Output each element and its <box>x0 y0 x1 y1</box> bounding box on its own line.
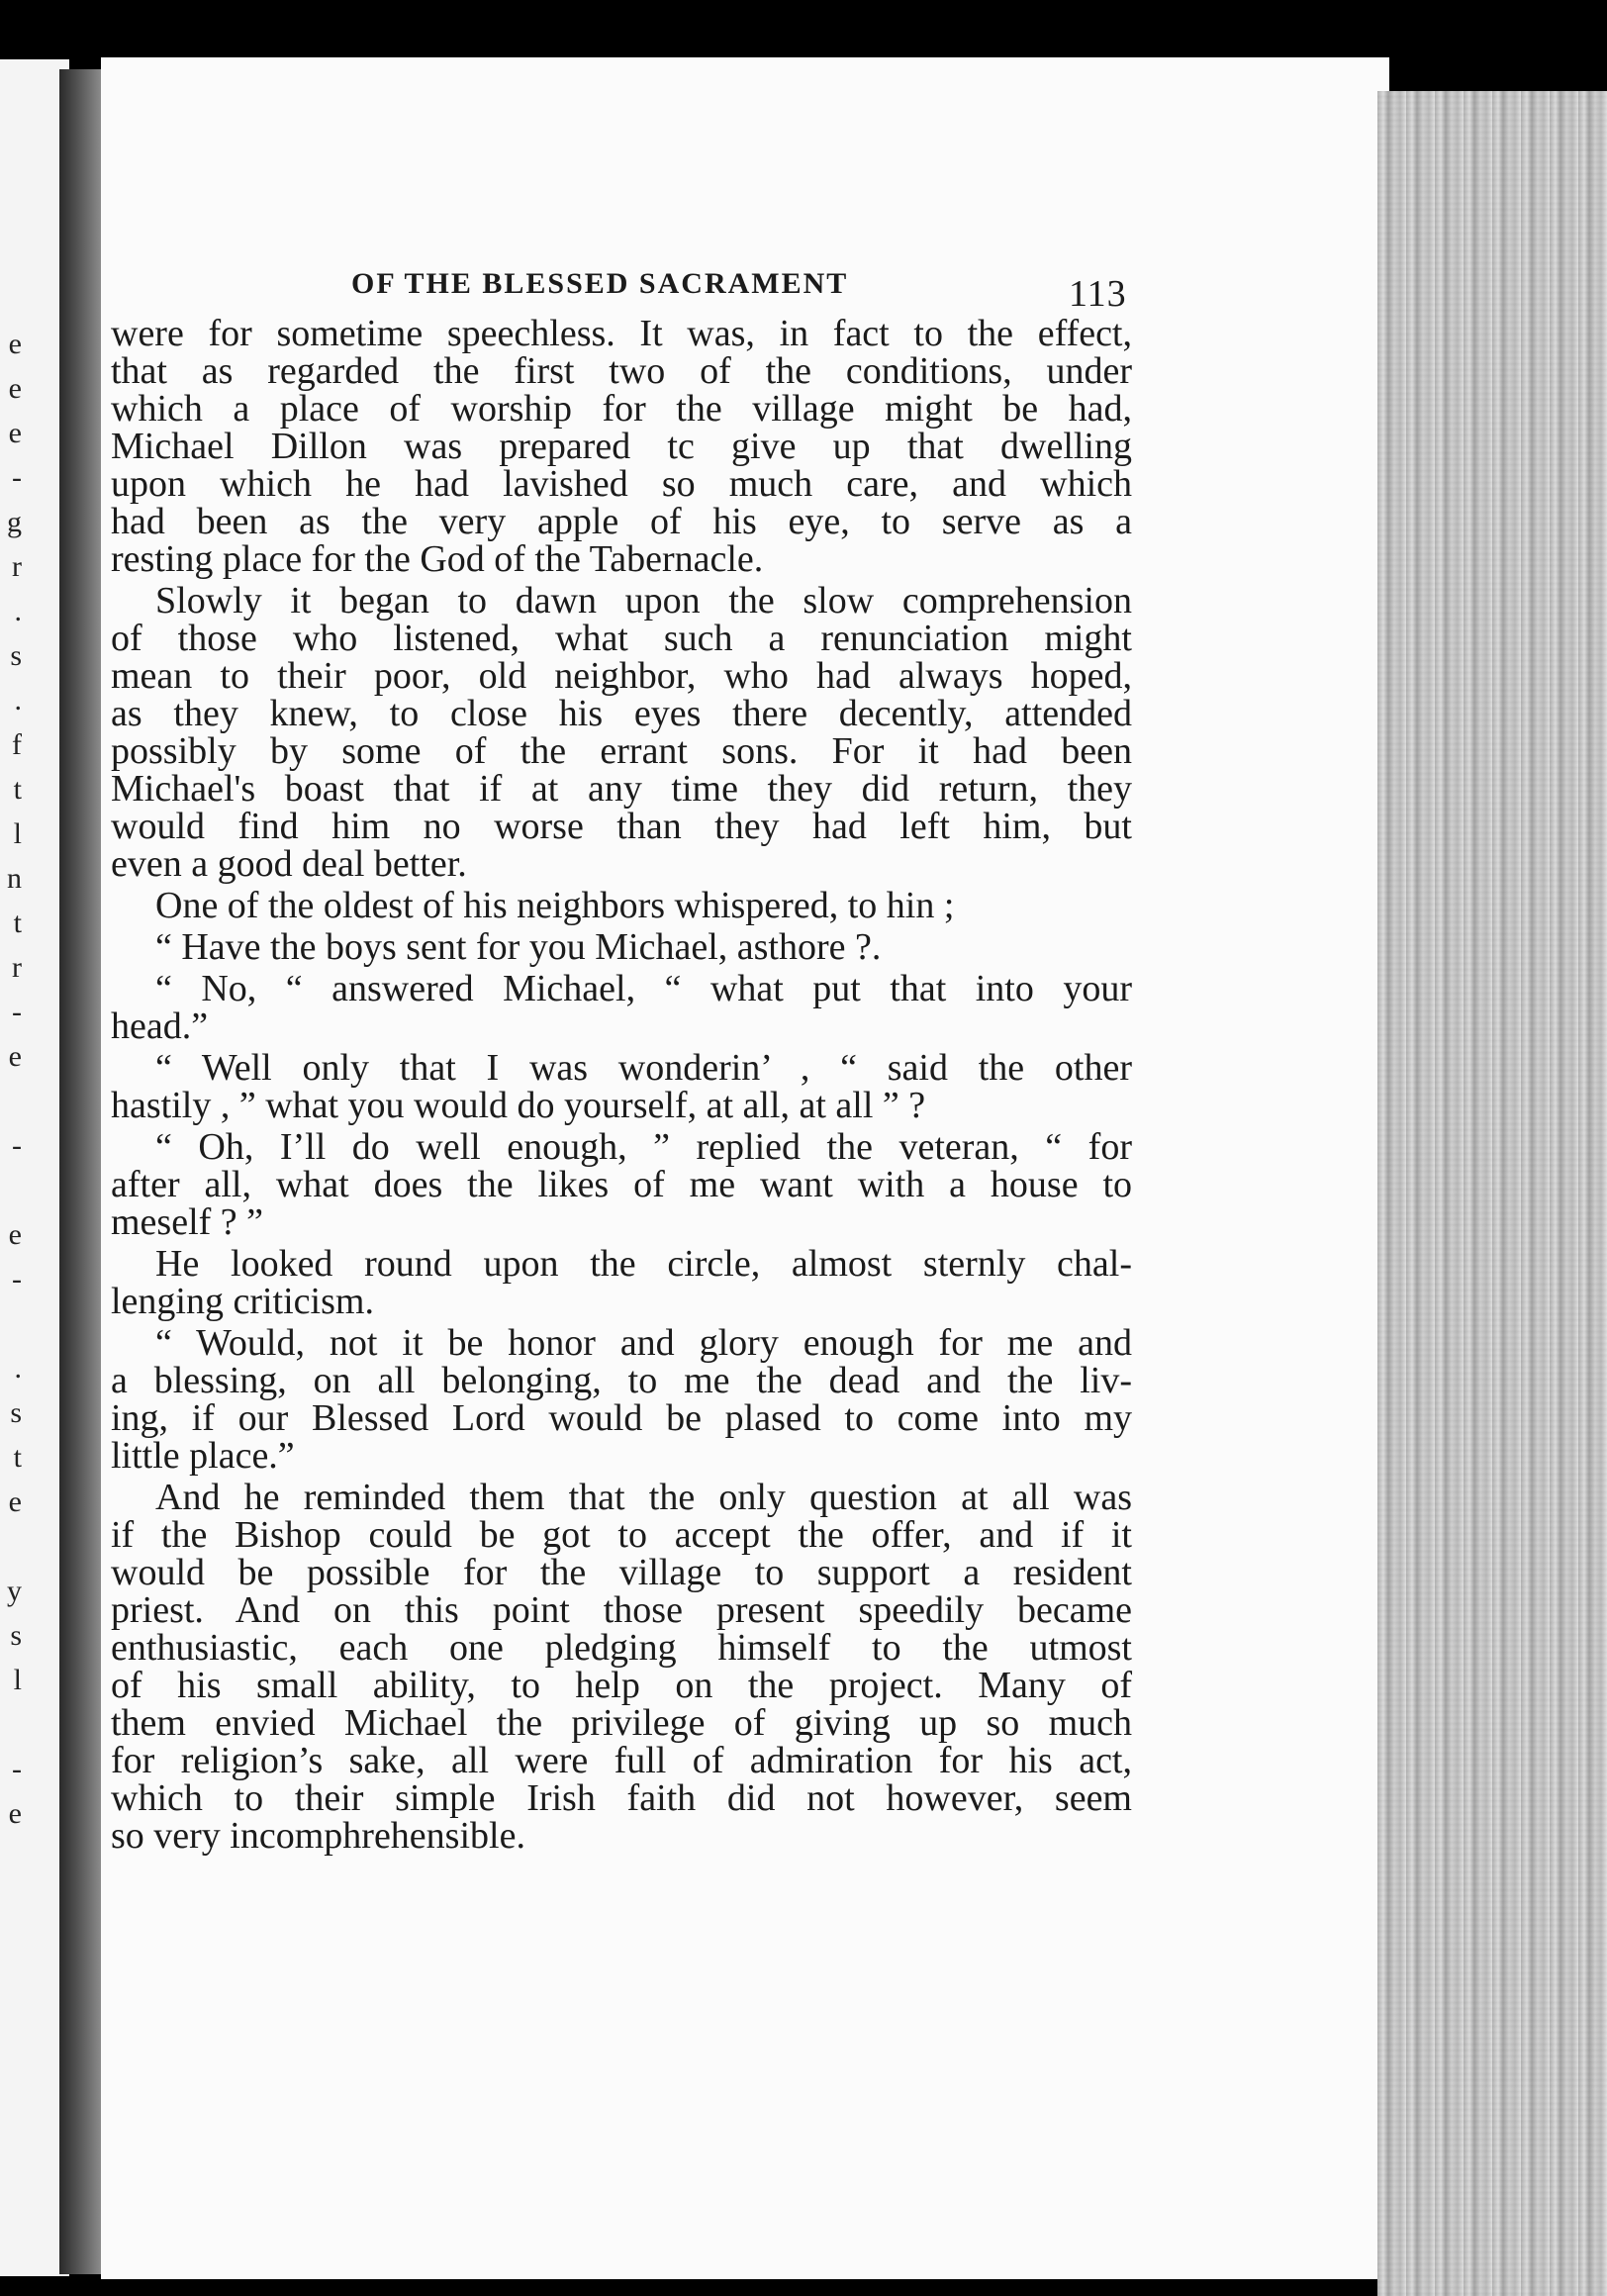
text-line: after all, what does the likes of me want with a house to <box>111 1164 1132 1205</box>
paragraph <box>111 887 1132 924</box>
text-line: so very incomphrehensible. <box>111 1815 525 1857</box>
text-line: were for sometime speechless. It was, in fact to the effect, <box>111 313 1132 354</box>
margin-letter: t <box>13 773 22 806</box>
text-line: that as regarded the first two of the conditions, under <box>111 350 1132 392</box>
margin-letter <box>0 1524 22 1569</box>
text-line: of those who listened, what such a renunciation might <box>111 618 1132 659</box>
paragraph <box>111 315 1132 578</box>
body-text <box>111 315 1132 1859</box>
margin-letter: . <box>14 1352 22 1385</box>
text-line: “ No, “ answered Michael, “ what put that into your <box>155 968 1132 1009</box>
text-line: “ Well only that I was wonderin’ , “ said the other <box>155 1047 1132 1089</box>
margin-letter: e <box>8 1218 22 1251</box>
margin-letter: - <box>12 996 22 1028</box>
margin-letter: l <box>13 817 22 850</box>
paragraph <box>111 1128 1132 1241</box>
margin-letter: l <box>13 1664 22 1696</box>
text-line: Michael Dillon was prepared tc give up that dwelling <box>111 426 1132 467</box>
page-number: 113 <box>1069 273 1127 315</box>
paragraph <box>111 1479 1132 1855</box>
running-head: OF THE BLESSED SACRAMENT <box>351 267 849 300</box>
margin-letter: - <box>12 1129 22 1162</box>
margin-letter: e <box>8 1040 22 1073</box>
text-line: would find him no worse than they had left him, but <box>111 806 1132 847</box>
text-line: “ Would, not it be honor and glory enough for me and <box>155 1322 1132 1364</box>
margin-letter: e <box>8 417 22 449</box>
margin-letter: e <box>8 1797 22 1830</box>
text-line: for religion’s sake, all were full of admiration for his act, <box>111 1740 1132 1781</box>
text-line: them envied Michael the privilege of giving up so much <box>111 1702 1132 1744</box>
margin-letter: t <box>13 1441 22 1474</box>
margin-letter: s <box>10 639 22 672</box>
text-line: little place.” <box>111 1435 295 1477</box>
text-line: which a place of worship for the village might be had, <box>111 388 1132 430</box>
text-line: And he reminded them that the only question at all was <box>155 1477 1132 1518</box>
gutter-shadow <box>59 69 107 2274</box>
text-line: head.” <box>111 1005 209 1047</box>
text-line: “ Oh, I’ll do well enough, ” replied the veteran, “ for <box>155 1126 1132 1168</box>
text-line: resting place for the God of the Tabernacle. <box>111 538 764 580</box>
paragraph <box>111 928 1132 966</box>
margin-letter: e <box>8 372 22 405</box>
text-line: if the Bishop could be got to accept the offer, and if it <box>111 1514 1132 1556</box>
margin-letter: r <box>12 550 22 583</box>
text-line: as they knew, to close his eyes there decently, attended <box>111 693 1132 734</box>
text-line: “ Have the boys sent for you Michael, asthore ?. <box>155 926 882 968</box>
text-line: Michael's boast that if at any time they did return, they <box>111 768 1132 810</box>
text-line: of his small ability, to help on the project. Many of <box>111 1665 1132 1706</box>
margin-letter: n <box>7 862 22 895</box>
paragraph <box>111 1245 1132 1320</box>
text-line: enthusiastic, each one pledging himself to the utmost <box>111 1627 1132 1669</box>
margin-letter: e <box>8 328 22 360</box>
facing-page-letters <box>0 322 22 1836</box>
paragraph <box>111 582 1132 883</box>
margin-letter <box>0 1702 22 1747</box>
margin-letter: r <box>12 951 22 984</box>
paragraph <box>111 970 1132 1045</box>
text-line: which to their simple Irish faith did not however, seem <box>111 1777 1132 1819</box>
margin-letter: s <box>10 1619 22 1652</box>
margin-letter: - <box>12 1753 22 1785</box>
margin-letter: . <box>14 684 22 717</box>
margin-letter: s <box>10 1396 22 1429</box>
margin-letter: t <box>13 907 22 939</box>
text-line: He looked round upon the circle, almost sternly chal- <box>155 1243 1132 1285</box>
text-line: mean to their poor, old neighbor, who had always hoped, <box>111 655 1132 697</box>
margin-letter: - <box>12 461 22 494</box>
text-line: upon which he had lavished so much care, and which <box>111 463 1132 505</box>
margin-letter <box>0 1079 22 1123</box>
text-line: a blessing, on all belonging, to me the dead and the liv- <box>111 1360 1132 1401</box>
text-line: possibly by some of the errant sons. For it had been <box>111 730 1132 772</box>
margin-letter: f <box>12 728 22 761</box>
margin-letter: g <box>7 506 22 538</box>
text-line: hastily , ” what you would do yourself, at all, at all ” ? <box>111 1085 926 1126</box>
margin-letter <box>0 1301 22 1346</box>
text-line: ing, if our Blessed Lord would be plased to come into my <box>111 1397 1132 1439</box>
margin-letter <box>0 1168 22 1212</box>
page-block-edges <box>1377 91 1607 2296</box>
margin-letter: - <box>12 1263 22 1295</box>
text-line: lenging criticism. <box>111 1281 374 1322</box>
text-line: even a good deal better. <box>111 843 467 885</box>
text-line: meself ? ” <box>111 1201 264 1243</box>
text-line: had been as the very apple of his eye, to serve as a <box>111 501 1132 542</box>
paragraph <box>111 1324 1132 1475</box>
text-line: would be possible for the village to support a resident <box>111 1552 1132 1593</box>
paragraph <box>111 1049 1132 1124</box>
text-line: Slowly it began to dawn upon the slow comprehension <box>155 580 1132 622</box>
margin-letter: . <box>14 595 22 627</box>
margin-letter: e <box>8 1485 22 1518</box>
text-line: One of the oldest of his neighbors whispered, to hin ; <box>155 885 955 926</box>
text-line: priest. And on this point those present speedily became <box>111 1589 1132 1631</box>
margin-letter: y <box>7 1575 22 1607</box>
